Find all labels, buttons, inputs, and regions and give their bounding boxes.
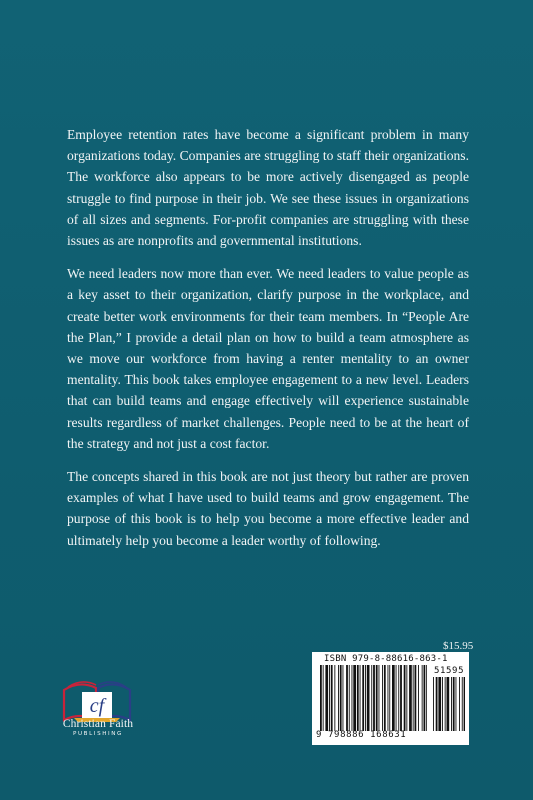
ean-barcode-bars — [320, 665, 427, 731]
publisher-subtitle: PUBLISHING — [73, 731, 123, 737]
price-label: $15.95 — [443, 640, 474, 652]
addon-barcode-bars — [433, 677, 465, 731]
description-paragraph-1: Employee retention rates have become a significant problem in many organizations today. Companies are struggling to staff their organizations. The workforce also appears to be more actively disengaged as people struggle to find purpose in their job. We see these issues in organizations of all sizes and segments. For-profit companies are struggling with these issues as are nonprofits and governmental institutions. — [67, 127, 469, 249]
price-addon-number: 51595 — [434, 666, 465, 676]
isbn-barcode — [312, 652, 469, 745]
description-paragraph-2: We need leaders now more than ever. We need leaders to value people as a key asset to their organization, clarify purpose in the workplace, and create better work environments for their team members. In “People Are the Plan,” I provide a detail plan on how to build a team atmosphere as we move our workforce from having a renter mentality to an owner mentality. This book takes employee engagement to a new level. Leaders that can build teams and engage effectively will experience sustainable results regardless of market challenges. People need to be at the heart of the strategy and not just a cost factor. — [67, 266, 469, 451]
publisher-name: Christian Faith — [62, 718, 134, 730]
ean-digits: 9 798886 168631 — [316, 730, 407, 740]
book-description — [67, 124, 469, 563]
description-paragraph-3: The concepts shared in this book are not just theory but rather are proven examples of what I have used to build teams and grow engagement. The purpose of this book is to help you become a more effective leader and ultimately help you become a leader worthy of following. — [67, 469, 469, 548]
isbn-number: ISBN 979-8-88616-863-1 — [324, 654, 448, 664]
logo-letters: cf — [89, 695, 105, 717]
